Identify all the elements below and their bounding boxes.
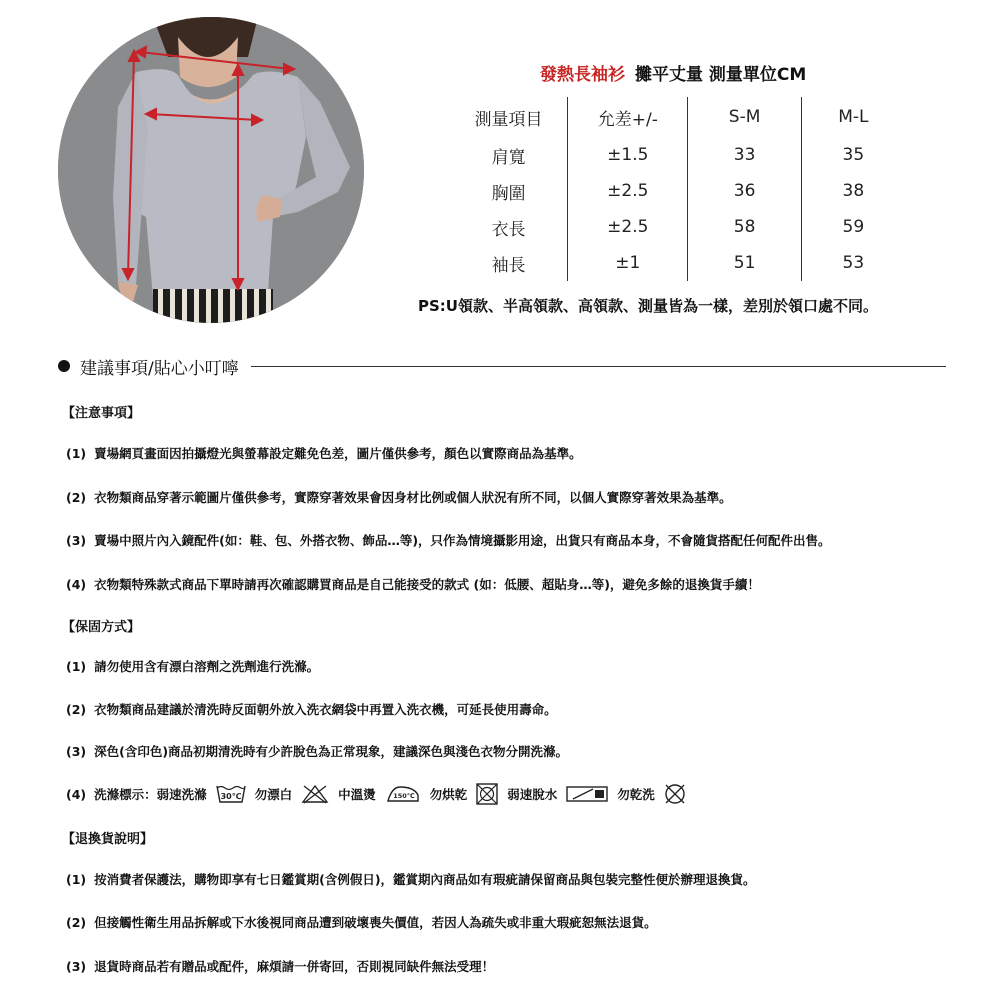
table-cell: ±1.5 — [568, 137, 688, 173]
table-row — [450, 137, 905, 173]
measure-method: 攤平丈量 測量單位CM — [635, 65, 807, 85]
iron-medium-icon — [384, 783, 422, 805]
item-text: 深色(含印色)商品初期清洗時有少許脫色為正常現象，建議深色與淺色衣物分開洗滌。 — [94, 744, 569, 759]
item-number: (1) — [66, 446, 87, 461]
returns-label: 【退換貨說明】 — [62, 832, 154, 847]
item-text: 賣場網頁畫面因拍攝燈光與螢幕設定難免色差，圖片僅供參考，顏色以實際商品為基準。 — [94, 446, 582, 461]
table-cell: 33 — [688, 137, 801, 173]
item-number: (3) — [66, 959, 87, 974]
iron-temp-label: 150℃ — [392, 792, 415, 800]
wash-temp-label: 30℃ — [220, 792, 242, 801]
table-cell: 58 — [688, 209, 801, 245]
item-text: 但接觸性衛生用品拆解或下水後視同商品遭到破壞喪失價值，若因人為疏失或非重大瑕疵恕無法退貨。 — [94, 915, 657, 930]
header-cell: M-L — [838, 107, 869, 127]
item-number: (2) — [66, 702, 87, 717]
item-number: (4) — [66, 577, 87, 592]
item-text: 請勿使用含有漂白溶劑之洗劑進行洗滌。 — [94, 659, 320, 674]
table-cell: 衣長 — [450, 209, 568, 245]
bullet-icon — [58, 360, 70, 372]
table-cell: ±2.5 — [568, 209, 688, 245]
item-text: 衣物類商品建議於清洗時反面朝外放入洗衣網袋中再置入洗衣機，可延長使用壽命。 — [94, 702, 557, 717]
notice-label: 【注意事項】 — [62, 406, 141, 421]
list-item — [66, 870, 756, 888]
table-cell: ±2.5 — [568, 173, 688, 209]
table-cell: 胸圍 — [450, 173, 568, 209]
size-table-title — [540, 60, 806, 85]
list-item — [66, 531, 831, 549]
no-bleach-text: 勿漂白 — [254, 787, 293, 802]
list-item — [66, 657, 319, 675]
table-cell: 38 — [842, 181, 865, 201]
table-cell: 36 — [688, 173, 801, 209]
header-cell: 測量項目 — [450, 97, 568, 137]
list-item — [66, 913, 657, 931]
section-heading — [58, 355, 946, 377]
item-number: (3) — [66, 744, 87, 759]
table-cell: 肩寬 — [450, 137, 568, 173]
item-number: (4) — [66, 786, 87, 802]
table-row — [450, 209, 905, 245]
header-cell: 允差+/- — [568, 97, 688, 137]
product-name: 發熱長袖衫 — [540, 65, 625, 85]
no-dry-clean-icon — [663, 783, 687, 805]
item-number: (2) — [66, 490, 87, 505]
table-cell: ±1 — [568, 245, 688, 281]
item-text: 退貨時商品若有贈品或配件，麻煩請一併寄回，否則視同缺件無法受理！ — [94, 959, 495, 974]
care-lead-text: 洗滌標示：弱速洗滌 — [94, 787, 207, 802]
table-cell: 51 — [688, 245, 801, 281]
wash-30-icon — [215, 783, 247, 805]
header-cell: S-M — [688, 97, 801, 137]
item-number: (3) — [66, 533, 87, 548]
table-row — [450, 245, 905, 281]
list-item — [66, 700, 557, 718]
item-number: (1) — [66, 659, 87, 674]
item-number: (1) — [66, 872, 87, 887]
table-row — [450, 173, 905, 209]
table-cell: 袖長 — [450, 245, 568, 281]
size-table — [450, 97, 905, 281]
heading-text: 建議事項/貼心小叮嚀 — [80, 358, 239, 379]
item-text: 衣物類商品穿著示範圖片僅供參考，實際穿著效果會因身材比例或個人狀況有所不同，以個人實際穿著效果為基準。 — [94, 490, 732, 505]
ps-note: PS:U領款、半高領款、高領款、測量皆為一樣，差別於領口處不同。 — [418, 297, 878, 315]
heading-divider — [251, 366, 946, 367]
table-cell: 53 — [842, 253, 865, 273]
table-cell: 59 — [842, 217, 865, 237]
list-item — [66, 957, 494, 975]
list-item — [66, 444, 582, 462]
no-tumble-dry-icon — [475, 783, 499, 805]
table-cell: 35 — [842, 145, 865, 165]
item-text: 按消費者保護法，購物即享有七日鑑賞期(含例假日)，鑑賞期內商品如有瑕疵請保留商品與包裝完整性便於辦理退換貨。 — [94, 872, 756, 887]
no-bleach-icon — [300, 783, 330, 805]
table-header-row — [450, 97, 905, 137]
model-photo — [58, 17, 364, 323]
no-tumble-text: 勿烘乾 — [429, 787, 468, 802]
list-item — [66, 488, 732, 506]
iron-text: 中溫燙 — [338, 787, 376, 802]
item-text: 賣場中照片內入鏡配件(如：鞋、包、外搭衣物、飾品…等)，只作為情境攝影用途，出貨只有商品本身，不會隨貨搭配任何配件出售。 — [94, 533, 831, 548]
list-item — [66, 575, 760, 593]
item-text: 衣物類特殊款式商品下單時請再次確認購買商品是自己能接受的款式 (如：低腰、超貼身…等)，避免多餘的退換貨手續！ — [94, 577, 760, 592]
care-symbols-row — [66, 783, 695, 805]
care-label: 【保固方式】 — [62, 620, 141, 635]
list-item — [66, 742, 568, 760]
item-number: (2) — [66, 915, 87, 930]
gentle-spin-icon — [565, 783, 609, 805]
spin-text: 弱速脫水 — [507, 787, 558, 802]
no-dryclean-text: 勿乾洗 — [617, 787, 655, 802]
